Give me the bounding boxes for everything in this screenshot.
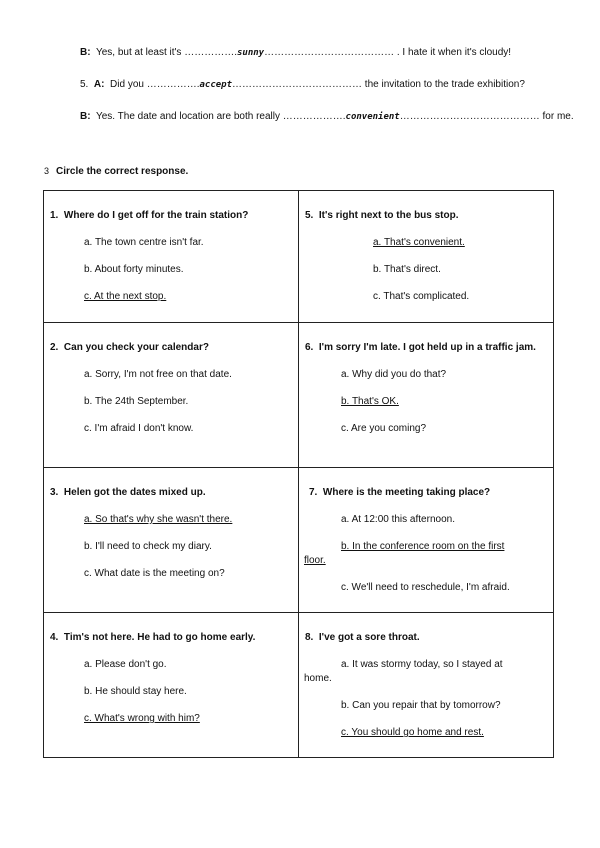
speaker-label: B:: [80, 47, 91, 58]
dialog-line-b-convenient: [80, 111, 574, 122]
option-c[interactable]: c. Are you coming?: [341, 423, 427, 434]
question-prompt: 6. I'm sorry I'm late. I got held up in a traffic jam.: [305, 342, 536, 353]
option-b[interactable]: b. The 24th September.: [84, 396, 189, 407]
section-heading: [44, 166, 188, 177]
speaker-label: A:: [93, 79, 105, 90]
option-a[interactable]: a. Why did you do that?: [341, 369, 447, 380]
option-c-selected[interactable]: c. What's wrong with him?: [84, 713, 200, 724]
dialog-line-b-sunny: [80, 47, 511, 58]
question-prompt: 7. Where is the meeting taking place?: [309, 487, 491, 498]
option-a-selected[interactable]: a. That's convenient.: [373, 237, 465, 248]
sentence-text: Did you: [110, 79, 147, 90]
option-a-selected[interactable]: a. Sorry, I'm not free on that date.: [84, 369, 232, 380]
question-cell-6: [299, 323, 554, 468]
option-a[interactable]: a. The town centre isn't far.: [84, 237, 204, 248]
sentence-text: Yes, but at least it's: [95, 47, 185, 58]
sentence-text: for me.: [539, 111, 574, 122]
question-cell-3: [44, 468, 299, 613]
question-cell-4: [44, 613, 299, 758]
option-c[interactable]: c. I'm afraid I don't know.: [84, 423, 194, 434]
option-b[interactable]: b. That's direct.: [373, 264, 441, 275]
option-a[interactable]: a. Please don't go.: [84, 659, 167, 670]
option-a-selected[interactable]: a. So that's why she wasn't there.: [84, 514, 233, 525]
question-prompt: 4. Tim's not here. He had to go home early.: [50, 632, 256, 643]
blank-dots: …………….: [146, 79, 200, 90]
option-c[interactable]: c. What date is the meeting on?: [84, 568, 225, 579]
option-period: .: [229, 369, 232, 380]
blank-dots: …………………………………: [264, 47, 395, 58]
question-prompt: 3. Helen got the dates mixed up.: [50, 487, 206, 498]
speaker-label: B:: [80, 111, 91, 122]
question-cell-1: [44, 191, 299, 323]
question-cell-7: [299, 468, 554, 613]
question-prompt: 8. I've got a sore throat.: [305, 632, 420, 643]
answer-fill: convenient: [345, 112, 400, 122]
option-c-selected[interactable]: c. At the next stop.: [84, 291, 167, 302]
question-cell-2: [44, 323, 299, 468]
sentence-text: . I hate it when it's cloudy!: [394, 47, 512, 58]
option-c[interactable]: c. That's complicated.: [373, 291, 470, 302]
option-c[interactable]: c. We'll need to reschedule, I'm afraid.: [341, 582, 510, 593]
option-b-selected[interactable]: b. That's OK.: [341, 396, 399, 407]
option-b[interactable]: b. He should stay here.: [84, 686, 187, 697]
answer-fill: sunny: [237, 48, 265, 58]
question-prompt: 1. Where do I get off for the train station?: [50, 210, 249, 221]
option-b[interactable]: b. Can you repair that by tomorrow?: [341, 700, 501, 711]
sentence-text: the invitation to the trade exhibition?: [362, 79, 525, 90]
item-number: 5.: [80, 79, 89, 90]
sentence-text: Yes. The date and location are both really: [95, 111, 283, 122]
blank-dots: …………………………………: [232, 79, 363, 90]
blank-dots: ……………….: [282, 111, 346, 122]
option-b[interactable]: b. About forty minutes.: [84, 264, 184, 275]
question-prompt: 5. It's right next to the bus stop.: [305, 210, 459, 221]
question-cell-8: [299, 613, 554, 758]
option-b-selected[interactable]: b. In the conference room on the first floor.: [304, 541, 505, 566]
question-cell-5: [299, 191, 554, 323]
option-a[interactable]: a. At 12:00 this afternoon.: [341, 514, 455, 525]
blank-dots: …………….: [184, 47, 237, 58]
dialog-line-a-accept: [80, 79, 525, 90]
question-prompt: 2. Can you check your calendar?: [50, 342, 209, 353]
section-number: 3: [44, 166, 50, 176]
answer-fill: accept: [199, 80, 233, 90]
option-b[interactable]: b. I'll need to check my diary.: [84, 541, 212, 552]
question-grid: [43, 190, 554, 758]
blank-dots: ……………………………………: [399, 111, 540, 122]
option-a[interactable]: a. It was stormy today, so I stayed at home.: [304, 659, 503, 684]
option-c-selected[interactable]: c. You should go home and rest.: [341, 727, 484, 738]
section-title: Circle the correct response.: [56, 166, 189, 177]
